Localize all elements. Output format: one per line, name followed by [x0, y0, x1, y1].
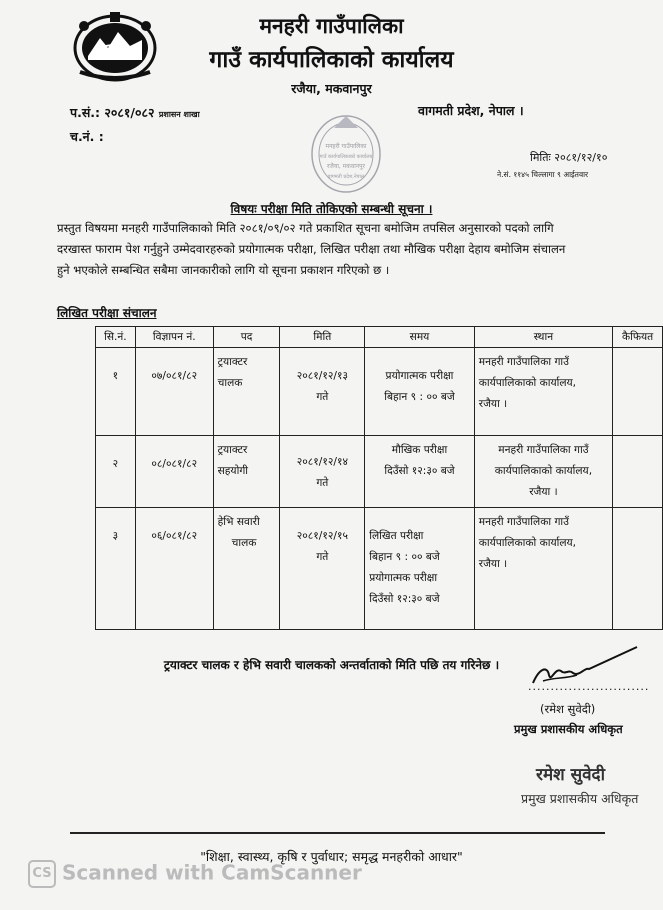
cell-time-line: लिखित परीक्षा [369, 530, 424, 542]
dispatch-number: च.नं. : [70, 129, 104, 144]
notice-subject: विषयः परीक्षा मिति तोकिएको सम्बन्धी सूचना । [230, 202, 433, 216]
officer-title: प्रमुख प्रशासकीय अधिकृत [514, 722, 623, 736]
cell-time-line: बिहान ९ : ०० बजे [384, 391, 455, 403]
cell-time [365, 508, 473, 614]
province-label: वागमती प्रदेश, नेपाल । [418, 103, 524, 118]
cell-date-line: गते [316, 477, 329, 489]
cell-venue-line: कार्यपालिकाको कार्यालय, [478, 377, 577, 389]
cell-venue-line: मनहरी गाउँपालिका गाउँ [478, 356, 569, 368]
cell-venue-line: रजैया । [478, 398, 508, 410]
header-remarks: कैफियत [613, 327, 663, 348]
cell-time-line: मौखिक परीक्षा [391, 444, 448, 456]
notice-body-line: प्रस्तुत विषयमा मनहरी गाउँपालिकाको मिति २०८१/०९/०२ गते प्रकाशित सूचना बमोजिम तपसिल अनुसारको पदको लागि [57, 221, 554, 235]
cell-serial: ३ [112, 530, 119, 542]
cell-post [214, 436, 280, 486]
svg-text:रजैया, मकवानपुर: रजैया, मकवानपुर [326, 163, 366, 170]
reference-number [70, 104, 200, 121]
cell-date-line: २०८१/१२/१५ [296, 530, 348, 542]
cell-time [365, 348, 473, 412]
reference-branch: प्रशासन शाखा [158, 110, 200, 119]
cell-remarks [613, 508, 662, 516]
cell-post-line: ट्रयाक्टर [217, 356, 248, 368]
camscanner-watermark [28, 860, 362, 888]
cell-time-line: दिउँसो १२:३० बजे [384, 465, 455, 477]
cell-time-line: प्रयोगात्मक परीक्षा [369, 572, 438, 584]
issue-date: मितिः २०८१/१२/१० [530, 151, 608, 164]
svg-text:मनहरी गाउँपालिका: मनहरी गाउँपालिका [325, 143, 367, 150]
exam-schedule-table [95, 326, 663, 630]
cell-venue [475, 436, 612, 507]
cell-venue [475, 508, 612, 579]
title-stamp: प्रमुख प्रशासकीय अधिकृत [521, 791, 639, 806]
cell-date-line: गते [316, 391, 329, 403]
cell-post [214, 508, 280, 558]
cell-venue [475, 348, 612, 419]
header-post: पद [213, 327, 280, 348]
cell-venue-line: कार्यपालिकाको कार्यालय, [478, 537, 577, 549]
cell-venue-line: रजैया । [529, 486, 558, 498]
header-date: मिति [280, 327, 365, 348]
cell-date [280, 348, 364, 412]
name-stamp: रमेश सुवेदी [536, 765, 605, 785]
cell-post [214, 348, 280, 398]
cell-remarks [613, 348, 662, 356]
cell-time-line: बिहान ९ : ०० बजे [369, 551, 440, 563]
header-serial: सि.नं. [96, 327, 136, 348]
table-row [96, 348, 663, 436]
cell-venue-line: मनहरी गाउँपालिका गाउँ [478, 516, 569, 528]
cell-advert-no: ०६/०८१/८२ [151, 530, 198, 542]
cell-post-line: चालक [217, 377, 243, 389]
table-row [96, 508, 663, 630]
interview-note: ट्रयाक्टर चालक र हेभि सवारी चालकको अन्तर्वाताको मिति पछि तय गरिनेछ । [163, 658, 500, 672]
officer-name: (रमेश सुवेदी) [540, 702, 596, 716]
notice-body [57, 218, 657, 281]
cell-remarks [613, 436, 662, 444]
cell-venue-line: रजैया । [478, 558, 508, 570]
cell-post-line: ट्रयाक्टर [217, 444, 248, 456]
cell-date [280, 508, 364, 572]
cell-date [280, 436, 364, 498]
cell-post-line: चालक [231, 537, 257, 549]
cell-serial: २ [112, 458, 119, 470]
header-time: समय [365, 327, 474, 348]
notice-body-line: हुने भएकोले सम्बन्धित सबैमा जानकारीको लागि यो सूचना प्रकाशन गरिएको छ । [57, 263, 390, 277]
section-title-written-exam: लिखित परीक्षा संचालन [57, 306, 157, 320]
header-venue: स्थान [474, 327, 612, 348]
cell-venue-line: मनहरी गाउँपालिका गाउँ [498, 444, 589, 456]
svg-text:वागमती प्रदेश,नेपाल: वागमती प्रदेश,नेपाल [327, 174, 365, 180]
header-advert-no: विज्ञापन नं. [135, 327, 213, 348]
cell-time [365, 436, 473, 486]
office-stamp-seal [308, 108, 384, 194]
cell-venue-line: कार्यपालिकाको कार्यालय, [494, 465, 593, 477]
camscanner-watermark-text: Scanned with CamScanner [62, 860, 362, 885]
cell-time-line: दिउँसो १२:३० बजे [369, 593, 440, 605]
cell-date-line: २०८१/१२/१४ [296, 456, 348, 468]
footer-motto: "शिक्षा, स्वास्थ्य, कृषि र पुर्वाधार; समृद्ध मनहरीको आधार" [200, 849, 463, 864]
table-header-row [96, 327, 663, 348]
cell-post-line: सहयोगी [217, 465, 249, 477]
camscanner-logo-icon: CS [28, 860, 56, 888]
table-row [96, 436, 663, 508]
reference-number-value: प.सं.: २०८१/०८२ [70, 105, 155, 120]
svg-text:गाउँ कार्यपालिकाको कार्यालय: गाउँ कार्यपालिकाको कार्यालय [319, 154, 373, 160]
issue-date-nepal-sambat: ने.सं. ११४५ चिल्लागा ९ आईतवार [497, 170, 589, 179]
office-address: रजैया, मकवानपुर [291, 81, 372, 96]
cell-date-line: गते [316, 551, 329, 563]
cell-advert-no: ०८/०८१/८२ [151, 458, 198, 470]
footer-divider [70, 832, 605, 834]
cell-time-line: प्रयोगात्मक परीक्षा [385, 370, 454, 382]
signature-line: ........................... [528, 680, 650, 693]
cell-post-line: हेभि सवारी [217, 516, 260, 528]
office-title-municipality: मनहरी गाउँपालिका [259, 14, 404, 38]
cell-advert-no: ०७/०८१/८२ [151, 370, 198, 382]
cell-date-line: २०८१/१२/१३ [296, 370, 348, 382]
cell-serial: १ [112, 370, 119, 382]
notice-body-line: दरखास्त फाराम पेश गर्नुहुने उम्मेदवारहरुको प्रयोगात्मक परीक्षा, लिखित परीक्षा तथा मौखिक परीक्षा देहाय बमोजिम संचालन [57, 242, 566, 256]
office-title-executive: गाउँ कार्यपालिकाको कार्यालय [209, 47, 454, 73]
